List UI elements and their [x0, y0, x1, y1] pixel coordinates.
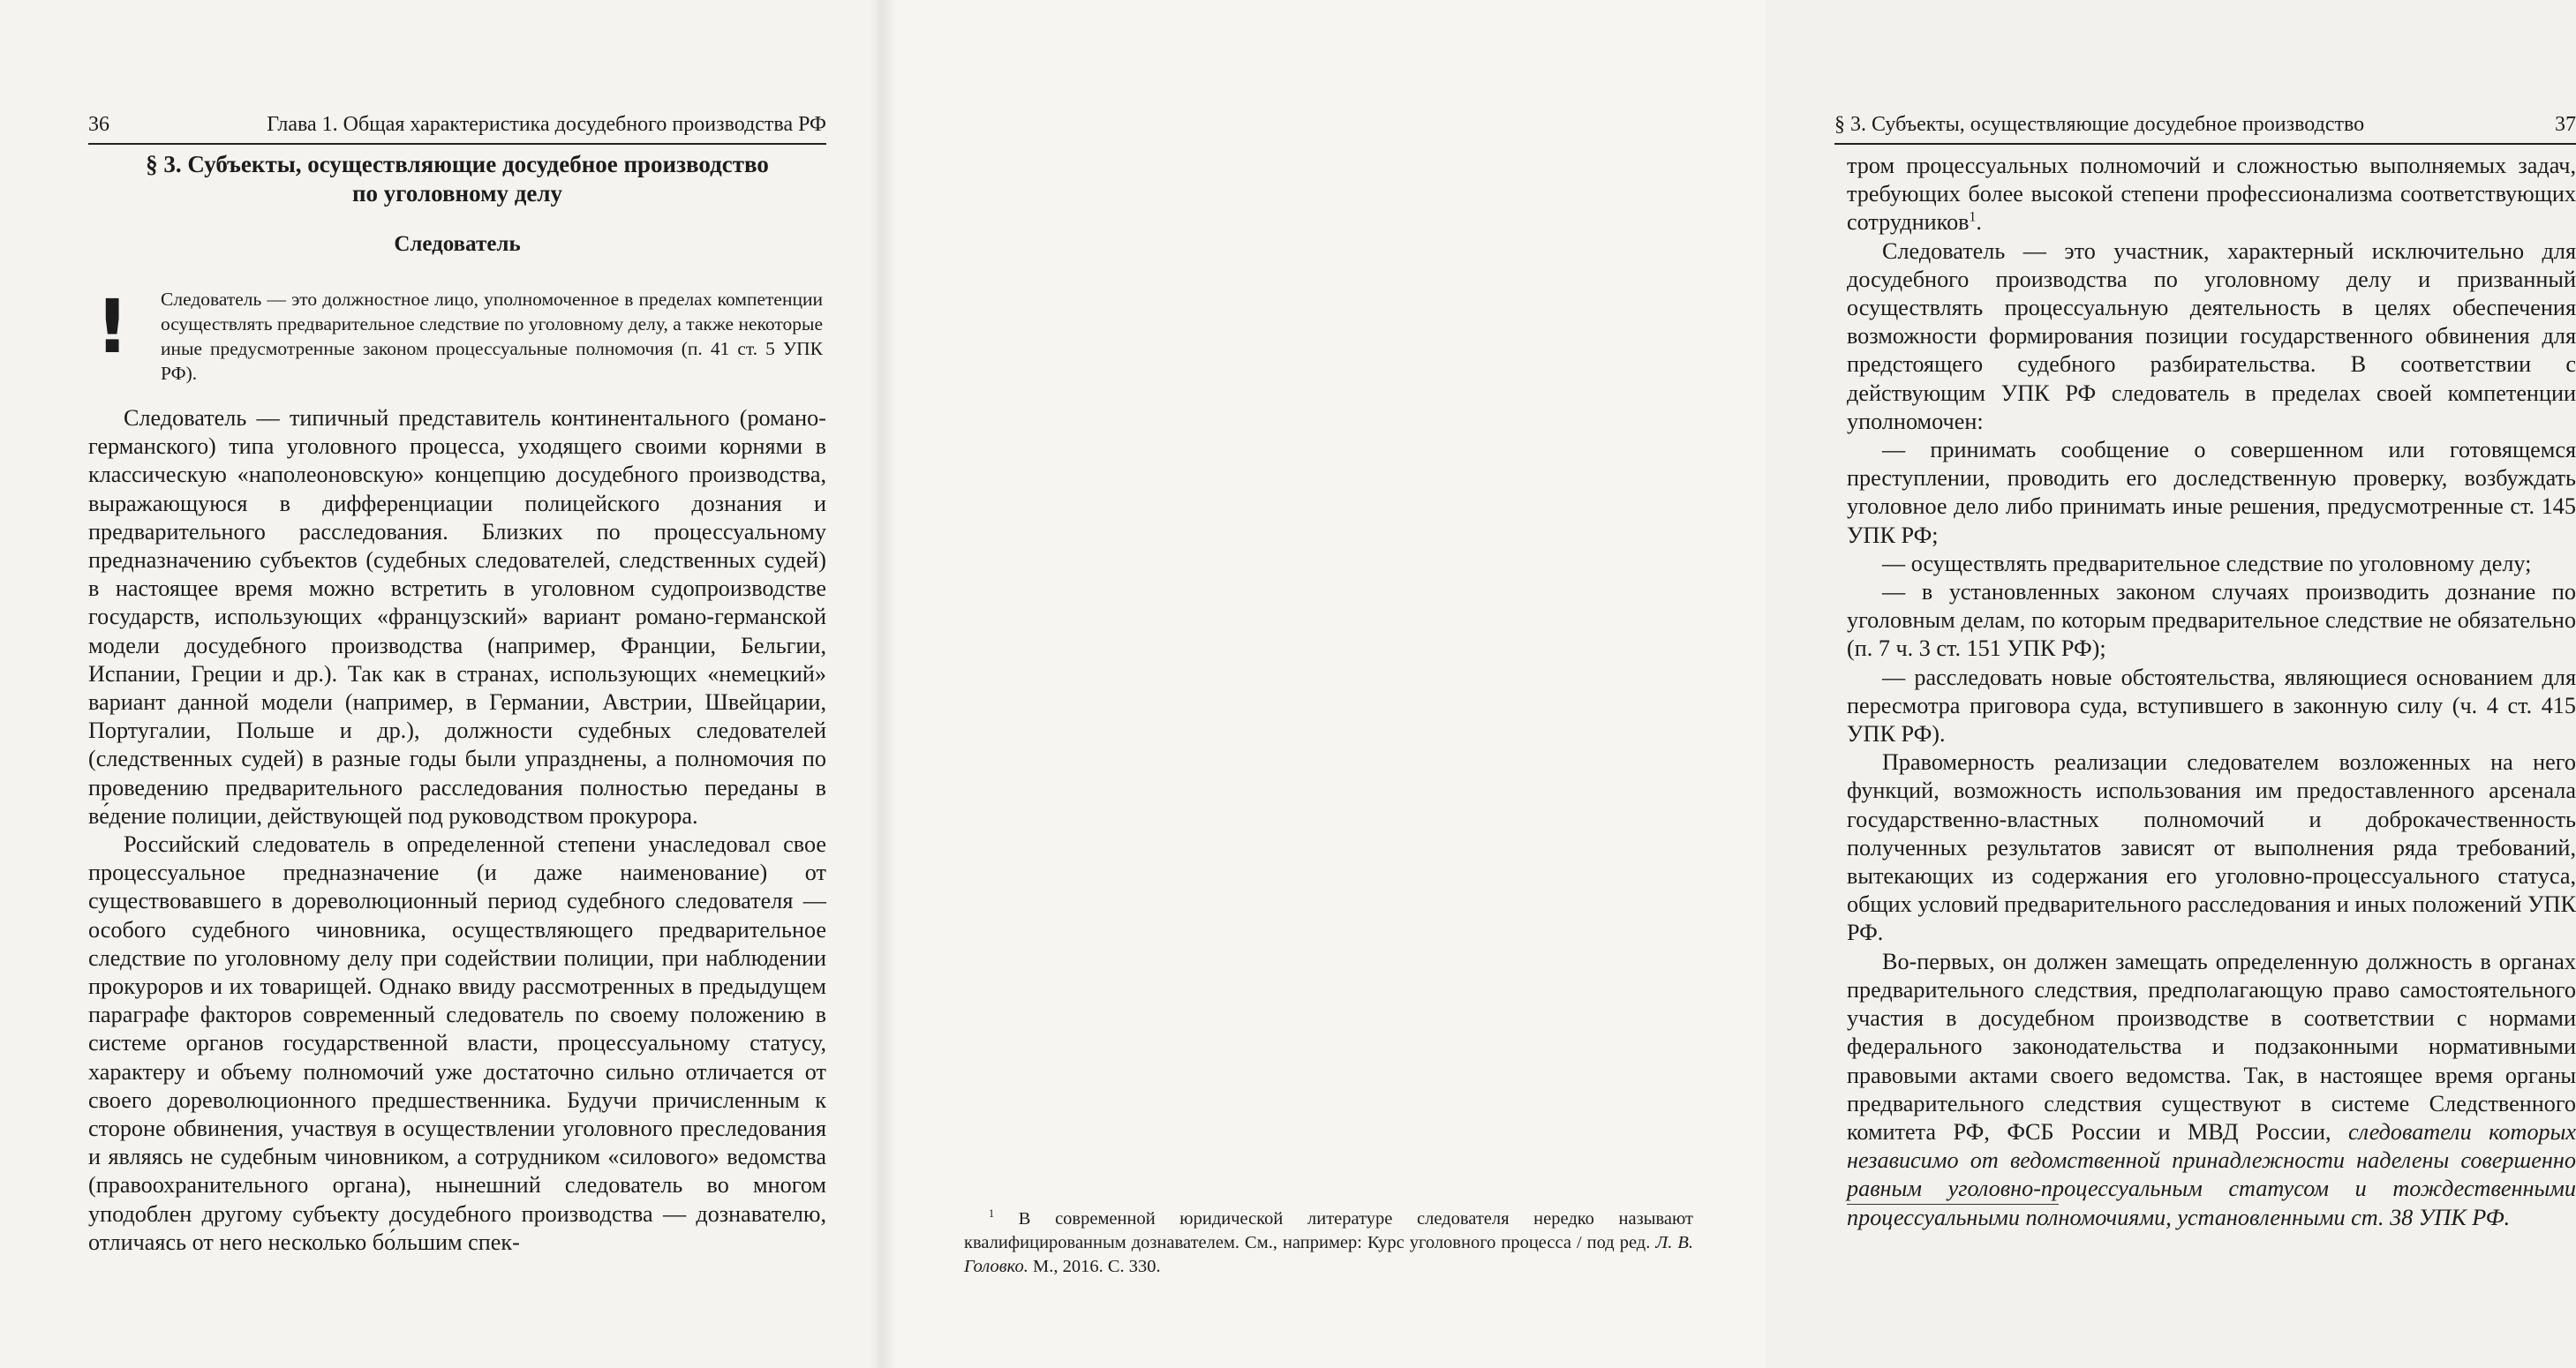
- list-item: — осуществлять предварительное следствие по уголовному делу;: [1882, 550, 2532, 576]
- continuation-paragraph: [1847, 152, 2576, 237]
- paragraph: [1847, 948, 2576, 1232]
- footnote-text: В современной юридической литературе следователя нередко называют квалифицированным дознавателем. См., например: Курс уголовного процесса / под ред.: [964, 1209, 1693, 1252]
- footnote: [964, 1207, 1693, 1279]
- continuation-end: .: [1976, 209, 1982, 236]
- right-page: [883, 0, 2576, 1368]
- running-head-title: § 3. Субъекты, осуществляющие досудебное производство: [1834, 113, 2365, 136]
- book-gutter: [870, 0, 896, 1368]
- paragraph-text: Во-первых, он должен замещать определенную должность в органах предварительного следствия, предполагающую право самостоятельного участия в досудебном производстве в соответствии с нормами федерального законодательства и подзаконными нормативными правовыми актами своего ведомства. Так, в настоящее время органы предварительного следствия существуют в системе Следственного комитета РФ, ФСБ России и МВД России,: [1847, 948, 2576, 1145]
- running-head-title: Глава 1. Общая характеристика досудебного производства РФ: [267, 113, 826, 136]
- left-running-head: [88, 104, 826, 145]
- footnote-marker[interactable]: 1: [1969, 209, 1977, 225]
- exclamation-icon: !: [95, 283, 130, 370]
- page-number: 37: [2555, 113, 2576, 136]
- continuation-text: тром процессуальных полномочий и сложностью выполняемых задач, требующих более высокой степени профессионализма соответствующих сотрудников: [1847, 153, 2576, 236]
- list-item: — в установленных законом случаях производить дознание по уголовным делам, по которым предварительное следствие не обязательно (п. 7 ч. 3 ст. 151 УПК РФ);: [1847, 579, 2576, 662]
- section-title-line: § 3. Субъекты, осуществляющие досудебное производство: [146, 151, 769, 177]
- footnote-paragraph: [964, 1207, 1693, 1279]
- left-body-text: [88, 404, 826, 1257]
- list-item: — расследовать новые обстоятельства, являющиеся основанием для пересмотра приговора суда, вступившего в законную силу (ч. 4 ст. 415 УПК РФ).: [1847, 664, 2576, 748]
- footnote-text-end: М., 2016. С. 330.: [1028, 1257, 1161, 1276]
- footnote-number: 1: [989, 1207, 995, 1221]
- page-number: 36: [88, 113, 109, 136]
- footnote-divider: [1847, 1204, 2059, 1205]
- left-page: [0, 0, 883, 1368]
- footnote-author: Л. В. Головко.: [964, 1233, 1694, 1276]
- right-body-text: [1847, 152, 2576, 1232]
- list-item: — принимать сообщение о совершенном или готовящемся преступлении, проводить его доследственную проверку, возбуждать уголовное дело либо принимать иные решения, предусмотренные ст. 145 УПК РФ;: [1847, 437, 2576, 548]
- paragraph: Российский следователь в определенной степени унаследовал свое процессуальное предназначение (и даже наименование) от существовавшего в дореволюционный период судебного следователя — особого судебного чиновника, осуществляющего предварительное следствие по уголовному делу при содействии полиции, при наблюдении прокуроров и их товарищей. Однако ввиду рассмотренных в предыдущем параграфе факторов современный следователь по своему положению в системе органов государственной власти, процессуальному статусу, характеру и объему полномочий уже достаточно сильно отличается от своего дореволюционного предшественника. Будучи причисленным к стороне обвинения, участвуя в осуществлении уголовного преследования и являясь не судебным чиновником, а сотрудником «силового» ведомства (правоохранительного органа), нынешний следователь во многом уподоблен другому субъекту досудебного производства — дознавателю, отличаясь от него несколько бо́льшим спек-: [88, 831, 826, 1255]
- section-title: [88, 150, 826, 208]
- paragraph-italic-text: следователи которых независимо от ведомственной принадлежности наделены совершенно равным уголовно-процессуальным статусом и тождественными процессуальными полномочиями, установленными ст. 38 УПК РФ.: [1847, 1118, 2576, 1230]
- section-title-line: по уголовному делу: [351, 180, 563, 207]
- paragraph: Следователь — это участник, характерный исключительно для досудебного производства по уголовному делу и призванный осуществлять процессуальную деятельность в целях обеспечения возможности формирования позиции государственного обвинения для предстоящего судебного разбирательства. В соответствии с действующим УПК РФ следователь в пределах своей компетенции уполномочен:: [1847, 237, 2576, 434]
- subsection-title: Следователь: [394, 232, 521, 256]
- definition-box: Следователь — это должностное лицо, уполномоченное в пределах компетенции осуществлять предварительное следствие по уголовному делу, а также некоторые иные предусмотренные законом процессуальные полномочия (п. 41 ст. 5 УПК РФ).: [161, 289, 823, 384]
- paragraph: Правомерность реализации следователем возложенных на него функций, возможность использования им предоставленного арсенала государственно-властных полномочий и доброкачественность полученных результатов зависят от выполнения ряда требований, вытекающих из содержания его уголовно-процессуального статуса, общих условий предварительного расследования и иных положений УПК РФ.: [1847, 749, 2576, 946]
- right-running-head: [1834, 104, 2576, 145]
- paragraph: Следователь — типичный представитель континентального (романо-германского) типа уголовного процесса, уходящего своими корнями в классическую «наполеоновскую» концепцию досудебного производства, выражающуюся в дифференциации полицейского дознания и предварительного расследования. Близких по процессуальному предназначению субъектов (судебных следователей, следственных судей) в настоящее время можно встретить в уголовном судопроизводстве государств, использующих «французский» вариант романо-германской модели досудебного производства (например, Франции, Бельгии, Испании, Греции и др.). Так как в странах, использующих «немецкий» вариант данной модели (например, в Германии, Австрии, Швейцарии, Португалии, Польше и др.), должности судебных следователей (следственных судей) в разные годы были упразднены, а полномочия по проведению предварительного расследования полностью переданы в ве́дение полиции, действующей под руководством прокурора.: [88, 405, 826, 829]
